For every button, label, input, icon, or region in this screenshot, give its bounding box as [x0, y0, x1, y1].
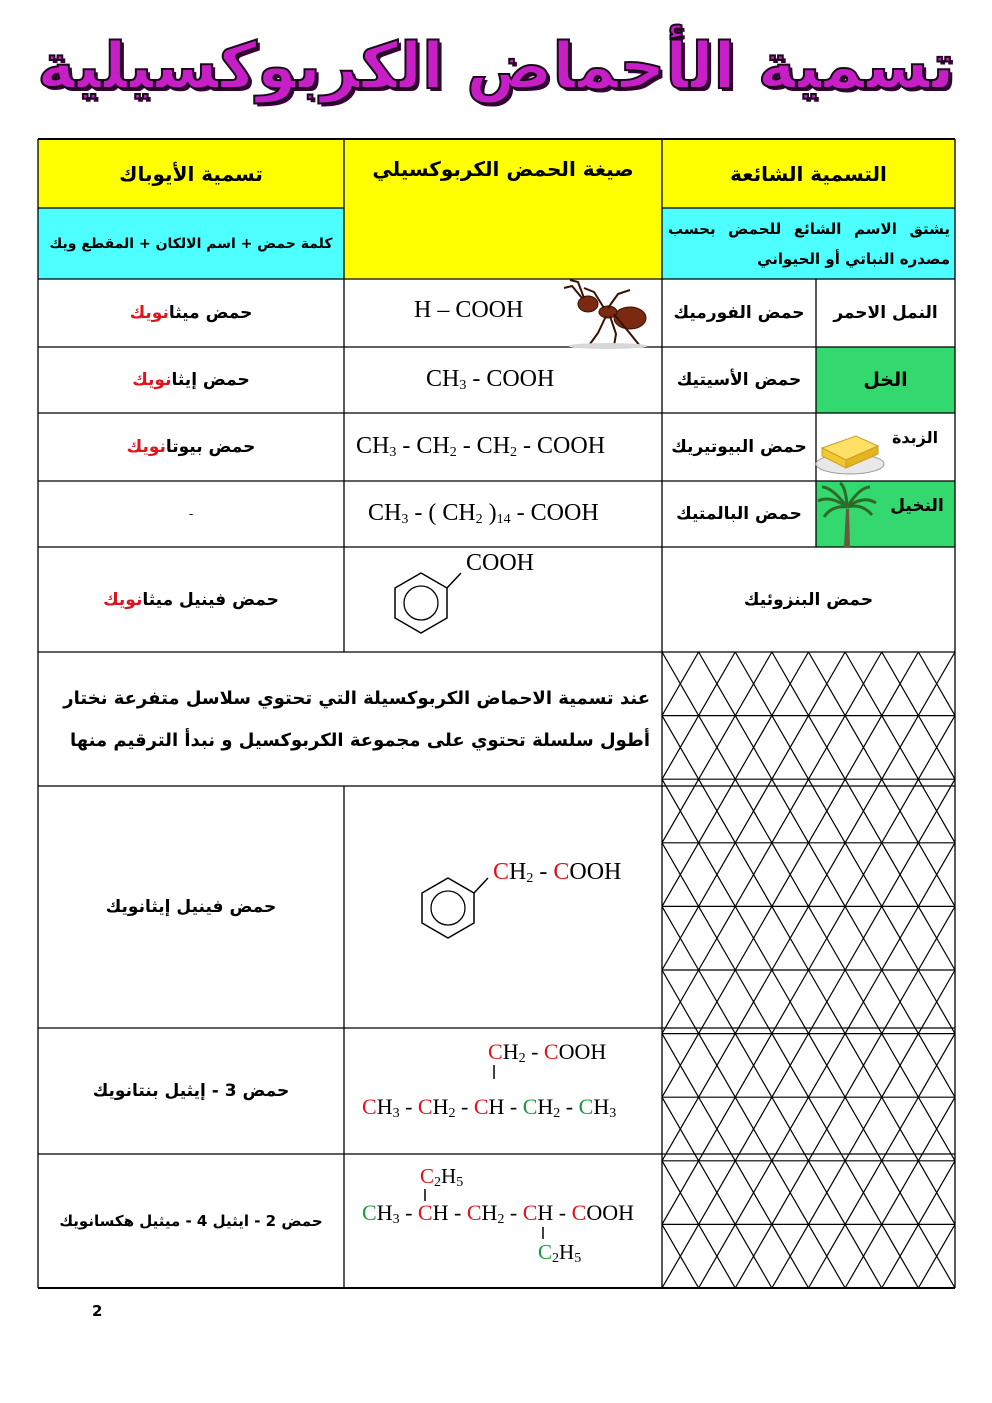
bond-line-1	[492, 1065, 496, 1079]
row1-source: النمل الاحمر	[833, 303, 938, 323]
benzoic-common: حمض البنزوئيك	[743, 589, 874, 610]
header-iupac: تسمية الأيوباك	[119, 161, 263, 186]
row4-common: حمض البالمتيك	[676, 504, 802, 524]
hexanoic-top-group: $C_2H_5$	[420, 1164, 464, 1190]
row2-formula: $CH_3$ - COOH	[426, 366, 555, 393]
ethylpentanoic-chain: $CH_3 - CH_2$ - CH - $CH_2 - CH_3$	[362, 1094, 617, 1121]
row4-source: النخيل	[890, 496, 944, 516]
row3-source: الزبدة	[891, 427, 939, 447]
header-common: التسمية الشائعة	[730, 161, 887, 186]
note-common: يشتق الاسم الشائع للحمض بحسب مصدره النباتي أو الحيواني	[668, 219, 950, 268]
row1-iupac-suffix: نويك	[129, 303, 169, 323]
phenylacetic-iupac: حمض فينيل إيثانويك	[105, 897, 277, 917]
row3-common: حمض البيوتيريك	[671, 437, 807, 457]
header-formula: صيغة الحمض الكربوكسيلي	[372, 157, 634, 181]
hexanoic-bottom-group: $C_2H_5$	[538, 1240, 582, 1266]
row4-iupac: -	[188, 507, 194, 521]
row2-iupac	[38, 347, 344, 413]
row2-common: حمض الأسيتيك	[676, 370, 802, 390]
benzoic-group: COOH	[466, 550, 535, 576]
row2-iupac-suffix: نويك	[132, 370, 172, 390]
ethylpentanoic-iupac: حمض 3 - إيثيل بنتانويك	[92, 1081, 290, 1101]
palm-tree-image	[816, 481, 878, 547]
branch-note: عند تسمية الاحماض الكربوكسيلة التي تحتوي سلاسل متفرعة نختار أطول سلسلة تحتوي على مجموعة الكربوكسيل و نبدأ الترقيم منها	[63, 688, 650, 751]
ant-image	[558, 278, 658, 350]
benzoic-iupac-prefix: حمض فينيل ميثا	[142, 589, 279, 610]
row2-iupac-prefix: حمض إيثا	[171, 370, 250, 390]
row2-source: الخل	[863, 369, 908, 391]
benzoic-iupac	[38, 547, 344, 652]
note-iupac: كلمة حمض + اسم الالكان + المقطع ويك	[49, 235, 333, 252]
page-number: 2	[92, 1302, 103, 1320]
row3-iupac-suffix: نويك	[126, 437, 166, 457]
butter-image	[812, 418, 892, 478]
page-title: تسمية الأحماض الكربوكسيلية	[37, 30, 955, 104]
hexanoic-iupac: حمض 2 - ايثيل 4 - ميثيل هكسانويك	[59, 1212, 323, 1230]
bond-line-3	[541, 1227, 545, 1239]
row3-iupac	[38, 413, 344, 481]
benzene-ring-2	[412, 872, 492, 952]
benzene-ring-1	[385, 567, 465, 647]
row1-formula: H – COOH	[414, 297, 524, 323]
row1-common: حمض الفورميك	[673, 303, 805, 323]
benzoic-iupac-suffix: نويك	[103, 589, 143, 610]
row3-iupac-prefix: حمض بيوتا	[165, 437, 256, 457]
row1-iupac	[38, 279, 344, 347]
row3-formula: $CH_3 - CH_2 - CH_2$ - COOH	[356, 433, 606, 460]
row1-iupac-prefix: حمض ميثا	[168, 303, 253, 323]
hexanoic-chain: $CH_3$ - CH - $CH_2$ - CH - COOH	[362, 1200, 634, 1227]
phenylacetic-group: $CH_2$ - COOH	[493, 859, 622, 886]
row4-formula: $CH_3$ - ( $CH_2$ )$_{14}$ - COOH	[368, 500, 599, 527]
ethylpentanoic-branch: $CH_2$ - COOH	[488, 1039, 607, 1066]
